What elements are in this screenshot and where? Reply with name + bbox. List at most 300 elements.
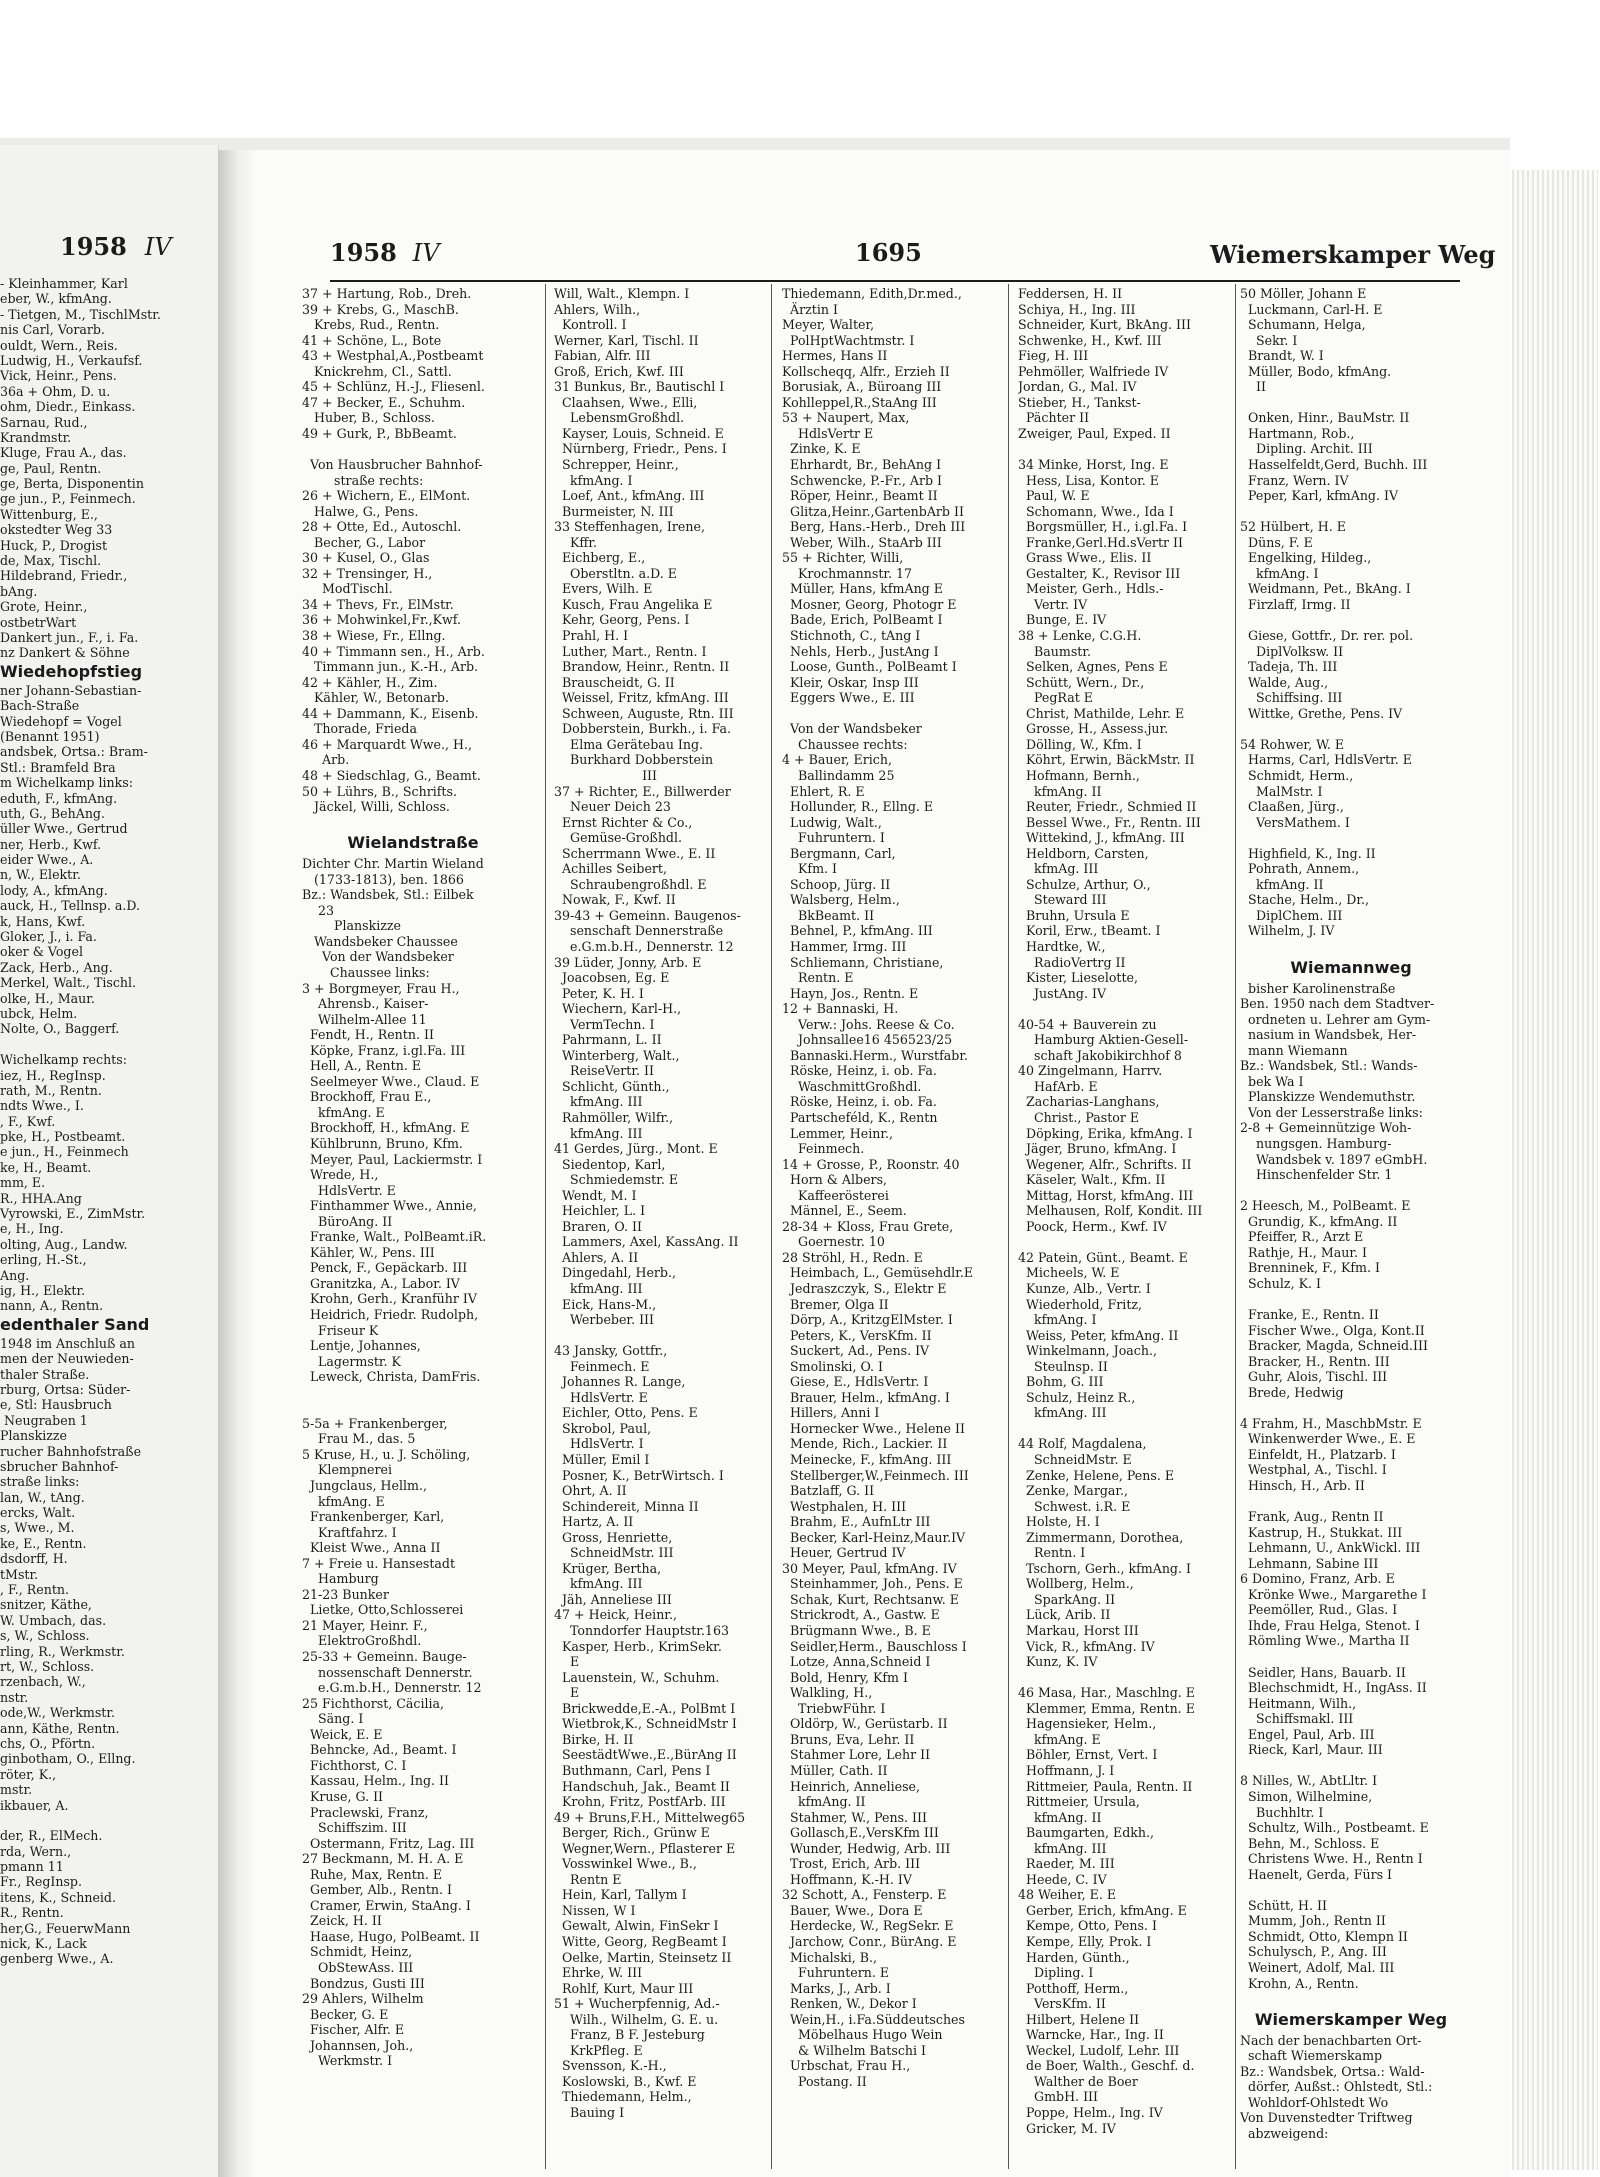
directory-entry-line: ModTischl. (302, 581, 393, 597)
directory-entry-line: Westphalen, H. III (782, 1498, 907, 1514)
directory-entry-line: Von der Wandsbeker (302, 949, 454, 965)
directory-entry-line: Fieg, H. III (1018, 348, 1089, 364)
directory-entry-line: Peter, K. H. I (554, 985, 644, 1001)
directory-entry-line: Grass Wwe., Elis. II (1018, 550, 1152, 566)
directory-entry-line: Schmiedemstr. E (554, 1172, 679, 1188)
directory-entry-line: 36a + Ohm, D. u. (0, 383, 111, 399)
directory-entry-line: Gewalt, Alwin, FinSekr I (554, 1918, 719, 1934)
directory-entry-line: Rentn E (554, 1871, 622, 1887)
left-page-column (0, 276, 212, 1967)
directory-entry-line: Raeder, M. III (1018, 1856, 1115, 1872)
directory-entry-line: Bz.: Wandsbek, Stl.: Eilbek (302, 887, 474, 903)
directory-entry-line: Haase, Hugo, PolBeamt. II (302, 1928, 480, 1944)
directory-entry-line: Nolte, O., Baggerf. (0, 1021, 120, 1037)
directory-entry-line: Gloker, J., i. Fa. (0, 929, 97, 945)
directory-entry-line: Ang. (0, 1267, 30, 1283)
directory-entry-line: Werner, Karl, Tischl. II (554, 332, 699, 348)
directory-entry-line: 40 Zingelmann, Harrv. (1018, 1063, 1163, 1079)
directory-entry-line: Bracker, Magda, Schneid.III (1240, 1338, 1428, 1354)
directory-entry-line: Zinke, K. E (782, 441, 861, 457)
directory-entry-line: ObStewAss. III (302, 1959, 414, 1975)
directory-entry-line: Christens Wwe. H., Rentn I (1240, 1851, 1423, 1867)
directory-entry-line: R., HHA.Ang (0, 1190, 82, 1206)
directory-entry-line: ke, E., Rentn. (0, 1535, 87, 1551)
directory-entry-line: Wegner,Wern., Pflasterer E (554, 1840, 736, 1856)
directory-entry-line: Weber, Wilh., StaArb III (782, 534, 942, 550)
directory-entry-line: eber, W., kfmAng. (0, 291, 112, 307)
left-page-year: 1958 (60, 232, 127, 261)
directory-entry-line: Nehls, Herb., JustAng I (782, 643, 939, 659)
directory-entry-line: Evers, Wilh. E (554, 581, 653, 597)
directory-entry-line: Heichler, L. I (554, 1203, 646, 1219)
directory-entry-line: Krohn, Gerh., Kranführ IV (302, 1291, 477, 1307)
directory-entry-line: MalMstr. I (1240, 783, 1323, 799)
directory-entry-line: 55 + Richter, Willi, (782, 550, 904, 566)
directory-entry-line: Schulysch, P., Ang. III (1240, 1944, 1387, 1960)
directory-entry-line: Schiffsmakl. III (1240, 1711, 1354, 1727)
directory-entry-line: Warncke, Har., Ing. II (1018, 2027, 1164, 2043)
directory-entry-line: Thiedemann, Helm., (554, 2089, 692, 2105)
directory-entry-line: Böhler, Ernst, Vert. I (1018, 1747, 1158, 1763)
directory-entry-line: Loose, Gunth., PolBeamt I (782, 659, 957, 675)
directory-entry-line: Heede, C. IV (1018, 1871, 1107, 1887)
directory-entry-line: Von Duvenstedter Triftweg (1240, 2110, 1413, 2126)
directory-entry-line: rburg, Ortsa: Süder- (0, 1381, 131, 1397)
directory-entry-line: genberg Wwe., A. (0, 1951, 114, 1967)
directory-entry-line: Schultz, Wilh., Postbeamt. E (1240, 1820, 1429, 1836)
directory-entry-line: Nissen, W I (554, 1902, 636, 1918)
directory-entry-line: ostbetrWart (0, 614, 77, 630)
directory-entry-line: 42 Patein, Günt., Beamt. E (1018, 1249, 1188, 1265)
directory-entry-line: Schrepper, Heinr., (554, 457, 679, 473)
directory-entry-line: 39 Lüder, Jonny, Arb. E (554, 954, 702, 970)
directory-entry-line: Finthammer Wwe., Annie, (302, 1198, 477, 1214)
directory-entry-line: Zacharias-Langhans, (1018, 1094, 1160, 1110)
directory-entry-line: Wegener, Alfr., Schrifts. II (1018, 1156, 1192, 1172)
directory-entry-line: Kruse, G. II (302, 1788, 384, 1804)
directory-entry-line: 46 + Marquardt Wwe., H., (302, 736, 473, 752)
directory-entry-line: Poppe, Helm., Ing. IV (1018, 2104, 1163, 2120)
directory-entry-line: Rieck, Karl, Maur. III (1240, 1742, 1383, 1758)
directory-entry-line: DiplVolksw. II (1240, 643, 1344, 659)
directory-entry-line: Kehr, Georg, Pens. I (554, 612, 690, 628)
directory-entry-line: Hayn, Jos., Rentn. E (782, 985, 919, 1001)
directory-entry-line: Highfield, K., Ing. II (1240, 845, 1376, 861)
directory-entry-line: Wichelkamp rechts: (0, 1052, 127, 1068)
directory-entry-line: kfmAng. III (1018, 1840, 1107, 1856)
directory-entry-line: VermTechn. I (554, 1016, 655, 1032)
directory-entry-line: Wollberg, Helm., (1018, 1576, 1134, 1592)
column-divider (545, 284, 546, 2169)
directory-entry-line: Zack, Herb., Ang. (0, 959, 113, 975)
directory-entry-line: Bauer, Wwe., Dora E (782, 1902, 923, 1918)
directory-entry-line: PolHptWachtmstr. I (782, 332, 915, 348)
directory-entry-line: Köhrt, Erwin, BäckMstr. II (1018, 752, 1195, 768)
directory-entry-line: Behn, M., Schloss. E (1240, 1835, 1380, 1851)
directory-entry-line: Selken, Agnes, Pens E (1018, 659, 1168, 675)
directory-entry-line: Behncke, Ad., Beamt. I (302, 1742, 457, 1758)
directory-entry-line: Fischer Wwe., Olga, Kont.II (1240, 1322, 1425, 1338)
directory-entry-line: 47 + Becker, E., Schuhm. (302, 394, 466, 410)
directory-entry-line: Will, Walt., Klempn. I (554, 286, 690, 301)
directory-entry-line: Nowak, F., Kwf. II (554, 892, 676, 908)
directory-entry-line: Huck, P., Drogist (0, 537, 108, 553)
directory-entry-line: Stahmer, W., Pens. III (782, 1809, 927, 1825)
directory-entry-line: mstr. (0, 1782, 33, 1798)
directory-entry-line: PegRat E (1018, 690, 1093, 706)
directory-entry-line: Mittag, Horst, kfmAng. III (1018, 1187, 1194, 1203)
directory-entry-line: 33 Steffenhagen, Irene, (554, 519, 705, 535)
directory-entry-line: Skrobol, Paul, (554, 1420, 652, 1436)
directory-entry-line: Schmidt, Heinz, (302, 1944, 413, 1960)
directory-entry-line: Kassau, Helm., Ing. II (302, 1773, 449, 1789)
directory-entry-line: Lauenstein, W., Schuhm. (554, 1669, 720, 1685)
directory-entry-line: Brauscheidt, G. II (554, 674, 675, 690)
directory-entry-line: E (554, 1685, 580, 1701)
directory-entry-line: Dörp, A., KritzgElMster. I (782, 1312, 953, 1328)
directory-entry-line: Steulnsp. II (1018, 1358, 1108, 1374)
directory-entry-line: Döpking, Erika, kfmAng. I (1018, 1125, 1193, 1141)
directory-entry-line (782, 706, 1002, 722)
directory-entry-line: Schak, Kurt, Rechtsanw. E (782, 1591, 960, 1607)
directory-entry-line: Fichthorst, C. I (302, 1757, 407, 1773)
directory-entry-line: rzenbach, W., (0, 1674, 86, 1690)
directory-entry-line: ig, H., Elektr. (0, 1283, 86, 1298)
directory-entry-line: Krönke Wwe., Margarethe I (1240, 1586, 1427, 1602)
directory-entry-line: Siedentop, Karl, (554, 1156, 666, 1172)
directory-entry-line: okstedter Weg 33 (0, 522, 113, 538)
directory-entry-line: Frau M., das. 5 (302, 1431, 416, 1447)
directory-entry-line: Pahrmann, L. II (554, 1032, 662, 1048)
directory-entry-line: Lagermstr. K (302, 1353, 401, 1369)
directory-entry-line: Rittmeier, Ursula, (1018, 1794, 1140, 1810)
directory-entry-line: Reuter, Friedr., Schmied II (1018, 799, 1197, 815)
directory-entry-line: Kraftfahrz. I (302, 1524, 397, 1540)
directory-entry-line: Thiedemann, Edith,Dr.med., (782, 286, 962, 301)
directory-entry-line: Schulz, K. I (1240, 1275, 1321, 1291)
directory-entry-line: Hein, Karl, Tallym I (554, 1887, 687, 1903)
directory-entry-line: Leweck, Christa, DamFris. (302, 1369, 481, 1385)
directory-entry-line: Bold, Henry, Kfm I (782, 1669, 908, 1685)
directory-entry-line: Lück, Arib. II (1018, 1607, 1111, 1623)
directory-entry-line: Prahl, H. I (554, 628, 629, 644)
directory-entry-line: Stichnoth, C., tAng I (782, 628, 921, 644)
directory-entry-line: Ehrke, W. III (554, 1965, 643, 1981)
directory-entry-line: ohm, Diedr., Einkass. (0, 399, 136, 415)
directory-entry-line: ann, Käthe, Rentn. (0, 1720, 120, 1736)
directory-entry-line: Dingedahl, Herb., (554, 1265, 676, 1281)
directory-entry-line: Schmidt, Otto, Klempn II (1240, 1928, 1408, 1944)
directory-entry-line: Neugraben 1 (0, 1412, 88, 1428)
directory-entry-line: Johannes R. Lange, (554, 1374, 686, 1390)
directory-entry-line: Walde, Aug., (1240, 674, 1329, 690)
directory-entry-line: Wohldorf-Ohlstedt Wo (1240, 2094, 1389, 2110)
directory-entry-line: Röper, Heinr., Beamt II (782, 488, 938, 504)
directory-entry-line: Kastrup, H., Stukkat. III (1240, 1524, 1403, 1540)
directory-entry-line: Römling Wwe., Martha II (1240, 1633, 1410, 1649)
directory-entry-line: e.G.m.b.H., Dennerstr. 12 (554, 938, 734, 954)
directory-entry-line: Paul, W. E (1018, 488, 1090, 504)
directory-entry-line: Müller, Bodo, kfmAng. (1240, 363, 1392, 379)
directory-entry-line: Feinmech. E (554, 1358, 650, 1374)
directory-entry-line: Gerber, Erich, kfmAng. E (1018, 1902, 1187, 1918)
directory-entry-line: Halwe, G., Pens. (302, 503, 419, 519)
directory-entry-line: 34 + Thevs, Fr., ElMstr. (302, 596, 454, 612)
directory-entry-line: Seelmeyer Wwe., Claud. E (302, 1073, 480, 1089)
directory-entry-line: Grote, Heinr., (0, 599, 88, 615)
directory-entry-line: Becker, Karl-Heinz,Maur.IV (782, 1529, 966, 1545)
directory-entry-line: tMstr. (0, 1566, 39, 1582)
directory-entry-line: 40 + Timmann sen., H., Arb. (302, 643, 485, 659)
directory-entry-line: Winterberg, Walt., (554, 1047, 680, 1063)
directory-entry-line: 25-33 + Gemeinn. Bauge- (302, 1649, 467, 1665)
directory-entry-line: uth, G., BehAng. (0, 805, 105, 821)
directory-entry-line: kfmAng. E (1018, 1731, 1101, 1747)
directory-entry-line: nasium in Wandsbek, Her- (1240, 1027, 1417, 1043)
directory-entry-line: Steward III (1018, 892, 1107, 908)
directory-entry-line (1240, 1494, 1462, 1510)
directory-entry-line: Ihde, Frau Helga, Stenot. I (1240, 1617, 1420, 1633)
directory-entry-line: Bondzus, Gusti III (302, 1975, 425, 1991)
directory-entry-line: nann, A., Rentn. (0, 1298, 104, 1314)
directory-entry-line: Fr., RegInsp. (0, 1874, 82, 1890)
directory-entry-line: Brenninek, F., Kfm. I (1240, 1260, 1380, 1276)
directory-entry-line: Hornecker Wwe., Helene II (782, 1420, 965, 1436)
directory-entry-line: Meyer, Paul, Lackiermstr. I (302, 1151, 483, 1167)
directory-entry-line: Eichberg, E., (554, 550, 646, 566)
directory-entry-line: Holste, H. I (1018, 1514, 1100, 1530)
directory-entry-line: 40-54 + Bauverein zu (1018, 1016, 1157, 1032)
directory-entry-line: Wittenburg, E., (0, 506, 98, 522)
directory-entry-line: Feinmech. (782, 1141, 865, 1157)
directory-entry-line: 36 + Mohwinkel,Fr.,Kwf. (302, 612, 461, 628)
directory-entry-line: Grosse, H., Assess.jur. (1018, 721, 1169, 737)
directory-entry-line: senschaft Dennerstraße (554, 923, 724, 939)
directory-entry-line: W. Umbach, das. (0, 1612, 107, 1628)
directory-entry-line: (Benannt 1951) (0, 728, 100, 744)
directory-entry-line: Schneider, Kurt, BkAng. III (1018, 317, 1191, 333)
directory-entry-line: Lentje, Johannes, (302, 1338, 421, 1354)
street-heading: Wiemannweg (1290, 957, 1412, 977)
street-heading: Wiedehopfstieg (0, 661, 143, 681)
directory-entry-line: Klemmer, Emma, Rentn. E (1018, 1700, 1195, 1716)
directory-entry-line: Trost, Erich, Arb. III (782, 1856, 921, 1872)
directory-entry-line: kfmAng. III (554, 1094, 643, 1110)
directory-entry-line: Onken, Hinr., BauMstr. II (1240, 410, 1410, 426)
directory-entry-line: Röske, Heinz, i. ob. Fa. (782, 1094, 937, 1110)
directory-entry-line: 4 Frahm, H., MaschbMstr. E (1240, 1415, 1422, 1431)
directory-entry-line: ouldt, Wern., Reis. (0, 337, 118, 353)
directory-entry-line: Schlicht, Günth., (554, 1078, 670, 1094)
directory-entry-line: Von der Lesserstraße links: (1240, 1104, 1423, 1120)
directory-entry-line: Lammers, Axel, KassAng. II (554, 1234, 739, 1250)
directory-entry-line: Kempe, Otto, Pens. I (1018, 1918, 1157, 1934)
directory-entry-line: Heldborn, Carsten, (1018, 845, 1149, 861)
directory-entry-line: Krohn, A., Rentn. (1240, 1975, 1359, 1991)
directory-entry-line: Bach-Straße (0, 698, 80, 714)
directory-entry-line: Ballindamm 25 (782, 767, 895, 783)
directory-entry-line: Kühlbrunn, Bruno, Kfm. (302, 1135, 463, 1151)
directory-entry-line: 41 + Schöne, L., Bote (302, 332, 442, 348)
directory-entry-line: Nürnberg, Friedr., Pens. I (554, 441, 727, 457)
column-divider (1008, 284, 1009, 2169)
directory-entry-line: 47 + Heick, Heinr., (554, 1607, 677, 1623)
directory-entry-line: e, H., Ing. (0, 1221, 64, 1237)
directory-entry-line: eduth, F., kfmAng. (0, 790, 118, 806)
directory-entry-line: Bessel Wwe., Fr., Rentn. III (1018, 814, 1201, 830)
directory-entry-line (1240, 1649, 1462, 1665)
directory-entry-line: Eick, Hans-M., (554, 1296, 657, 1312)
directory-entry-line: olke, H., Maur. (0, 990, 95, 1006)
directory-entry-line: 30 Meyer, Paul, kfmAng. IV (782, 1560, 957, 1576)
directory-entry-line: Lotze, Anna,Schneid I (782, 1654, 931, 1670)
directory-entry-line: HdlsVertr. E (554, 1389, 648, 1405)
directory-entry-line: 2-8 + Gemeinnützige Woh- (1240, 1120, 1412, 1136)
directory-entry-line: 32 Schott, A., Fensterp. E (782, 1887, 947, 1903)
directory-entry-line: Dipling. I (1018, 1965, 1094, 1981)
directory-entry-line: Guhr, Alois, Tischl. III (1240, 1369, 1388, 1385)
directory-entry-line: SparkAng. II (1018, 1591, 1116, 1607)
directory-entry-line: Lietke, Otto,Schlosserei (302, 1602, 464, 1618)
directory-entry-line: 23 (302, 902, 335, 918)
directory-entry-line: kfmAng. III (554, 1281, 643, 1296)
directory-entry-line: Ben. 1950 nach dem Stadtver- (1240, 996, 1435, 1012)
directory-entry-line: WaschmittGroßhdl. (782, 1078, 922, 1094)
directory-entry-line: Wendt, M. I (554, 1187, 637, 1203)
top-margin (0, 0, 1600, 138)
directory-entry-line (1018, 1421, 1238, 1437)
directory-entry-line: üller Wwe., Gertrud (0, 821, 128, 837)
directory-entry-line: Kunz, K. IV (1018, 1654, 1098, 1670)
directory-entry-line: Kollscheqq, Alfr., Erzieh II (782, 363, 950, 379)
directory-entry-line: bek Wa I (1240, 1073, 1304, 1089)
directory-entry-line: Harden, Günth., (1018, 1949, 1130, 1965)
directory-entry-line: JustAng. IV (1018, 985, 1107, 1001)
directory-entry-line: Pächter II (1018, 410, 1090, 426)
directory-entry-line: röter, K., (0, 1766, 57, 1782)
directory-entry-line: kfmAng. I (1240, 565, 1319, 581)
directory-entry-line: Bergmann, Carl, (782, 845, 896, 861)
directory-entry-line: Hamburg (302, 1571, 379, 1587)
directory-entry-line: Meyer, Walter, (782, 317, 875, 333)
directory-entry-line: 37 + Richter, E., Billwerder (554, 783, 731, 799)
directory-entry-line: Giese, E., HdlsVertr. I (782, 1374, 929, 1390)
directory-entry-line (1240, 830, 1462, 846)
directory-entry-line: Krochmannstr. 17 (782, 565, 913, 581)
directory-entry-line: Sekr. I (1240, 332, 1298, 348)
directory-entry-line: Gricker, M. IV (1018, 2120, 1116, 2136)
page-number: 1695 (855, 238, 922, 267)
directory-entry-line: Schomann, Wwe., Ida I (1018, 503, 1174, 519)
directory-column-1 (302, 286, 524, 2069)
directory-entry-line: pke, H., Postbeamt. (0, 1129, 126, 1145)
directory-entry-line: Thorade, Frieda (302, 721, 417, 737)
directory-entry-line: Eggers Wwe., E. III (782, 690, 915, 706)
directory-entry-line: Bauing I (554, 2104, 625, 2120)
directory-entry-line: Gross, Henriette, (554, 1529, 673, 1545)
directory-entry-line: Burkhard Dobberstein (554, 752, 714, 768)
directory-entry-line: ge, Berta, Disponentin (0, 476, 144, 492)
directory-entry-line: thaler Straße. (0, 1366, 90, 1382)
directory-entry-line: Joacobsen, Eg. E (554, 970, 670, 986)
directory-entry-line: nstr. (0, 1689, 29, 1705)
directory-entry-line: Hasselfeldt,Gerd, Buchh. III (1240, 457, 1428, 473)
directory-entry-line: chs, O., Pförtn. (0, 1735, 96, 1751)
directory-entry-line: Müller, Cath. II (782, 1762, 888, 1778)
directory-entry-line: 49 + Bruns,F.H., Mittelweg65 (554, 1809, 746, 1825)
directory-entry-line: rucher Bahnhofstraße (0, 1443, 142, 1459)
directory-entry-line: Ohrt, A. II (554, 1483, 627, 1499)
directory-entry-line: s, W., Schloss. (0, 1628, 90, 1644)
directory-entry-line: Schliemann, Christiane, (782, 954, 944, 970)
directory-entry-line: 43 + Westphal,A.,Postbeamt (302, 348, 484, 364)
directory-entry-line: Brockhoff, H., kfmAng. E (302, 1120, 470, 1136)
directory-entry-line: Peper, Karl, kfmAng. IV (1240, 488, 1399, 504)
directory-entry-line: VersMathem. I (1240, 814, 1350, 830)
directory-entry-line: HdlsVertr. E (302, 1182, 396, 1198)
directory-entry-line: Bannaski.Herm., Wurstfabr. (782, 1047, 968, 1063)
directory-entry-line: 25 Fichthorst, Cäcilia, (302, 1695, 445, 1711)
directory-entry-line: 48 Weiher, E. E (1018, 1887, 1117, 1903)
directory-entry-line: nossenschaft Dennerstr. (302, 1664, 473, 1680)
directory-entry-line: Bremer, Olga II (782, 1296, 889, 1312)
directory-entry-line: Goernestr. 10 (782, 1234, 885, 1250)
directory-entry-line (302, 815, 524, 831)
directory-entry-line: 7 + Freie u. Hansestadt (302, 1555, 456, 1571)
street-heading: edenthaler Sand (0, 1314, 150, 1334)
directory-entry-line: 38 + Lenke, C.G.H. (1018, 628, 1142, 644)
directory-entry-line: Werbeber. III (554, 1312, 654, 1328)
directory-entry-line: 39-43 + Gemeinn. Baugenos- (554, 907, 741, 923)
directory-entry-line: kfmAng. II (1018, 1809, 1102, 1825)
directory-entry-line: Friseur K (302, 1322, 379, 1338)
directory-entry-line: Jungclaus, Hellm., (302, 1478, 427, 1494)
header-part: IV (412, 239, 440, 267)
directory-entry-line (1240, 1291, 1462, 1307)
directory-entry-line: Rentn. I (1018, 1545, 1086, 1561)
directory-entry-line: HdlsVertr. I (554, 1436, 644, 1452)
directory-entry-line: Pohrath, Annem., (1240, 861, 1360, 877)
directory-entry-line: Ruhe, Max, Rentn. E (302, 1866, 443, 1882)
directory-entry-line: Witte, Georg, RegBeamt I (554, 1933, 727, 1949)
directory-entry-line: Schwenke, H., Kwf. III (1018, 332, 1162, 348)
directory-entry-line: Schwest. i.R. E (1018, 1498, 1131, 1514)
directory-entry-line: kfmAng. III (554, 1125, 643, 1141)
directory-entry-line: Frank, Aug., Rentn II (1240, 1509, 1384, 1525)
directory-entry-line: Ludwig, Walt., (782, 814, 882, 830)
directory-entry-line: Peemöller, Rud., Glas. I (1240, 1602, 1398, 1618)
directory-entry-line: Ernst Richter & Co., (554, 814, 693, 830)
directory-entry-line: Gestalter, K., Revisor III (1018, 565, 1181, 581)
directory-entry-line: Neuer Deich 23 (554, 799, 671, 815)
directory-entry-line: Hildebrand, Friedr., (0, 568, 128, 584)
directory-entry-line: ner Johann-Sebastian- (0, 682, 142, 698)
directory-entry-line: (1733-1813), ben. 1866 (302, 871, 464, 887)
directory-entry-line: Suckert, Ad., Pens. IV (782, 1343, 930, 1359)
directory-entry-line: Wiedehopf = Vogel (0, 713, 122, 729)
directory-entry-line: Meister, Gerh., Hdls.- (1018, 581, 1164, 597)
directory-entry-line: kfmAng. E (302, 1493, 385, 1509)
directory-entry-line: II (1240, 379, 1266, 395)
directory-entry-line: Hardtke, W., (1018, 938, 1106, 954)
directory-entry-line: men der Neuwieden- (0, 1351, 134, 1367)
directory-entry-line (1240, 1758, 1462, 1774)
directory-entry-line: ode,W., Werkmstr. (0, 1705, 115, 1721)
directory-entry-line: 14 + Grosse, P., Roonstr. 40 (782, 1156, 960, 1172)
directory-entry-line: ge jun., P., Feinmech. (0, 491, 136, 507)
directory-entry-line: Brickwedde,E.-A., PolBmt I (554, 1700, 736, 1716)
directory-entry-line: Lehmann, Sabine III (1240, 1555, 1379, 1571)
